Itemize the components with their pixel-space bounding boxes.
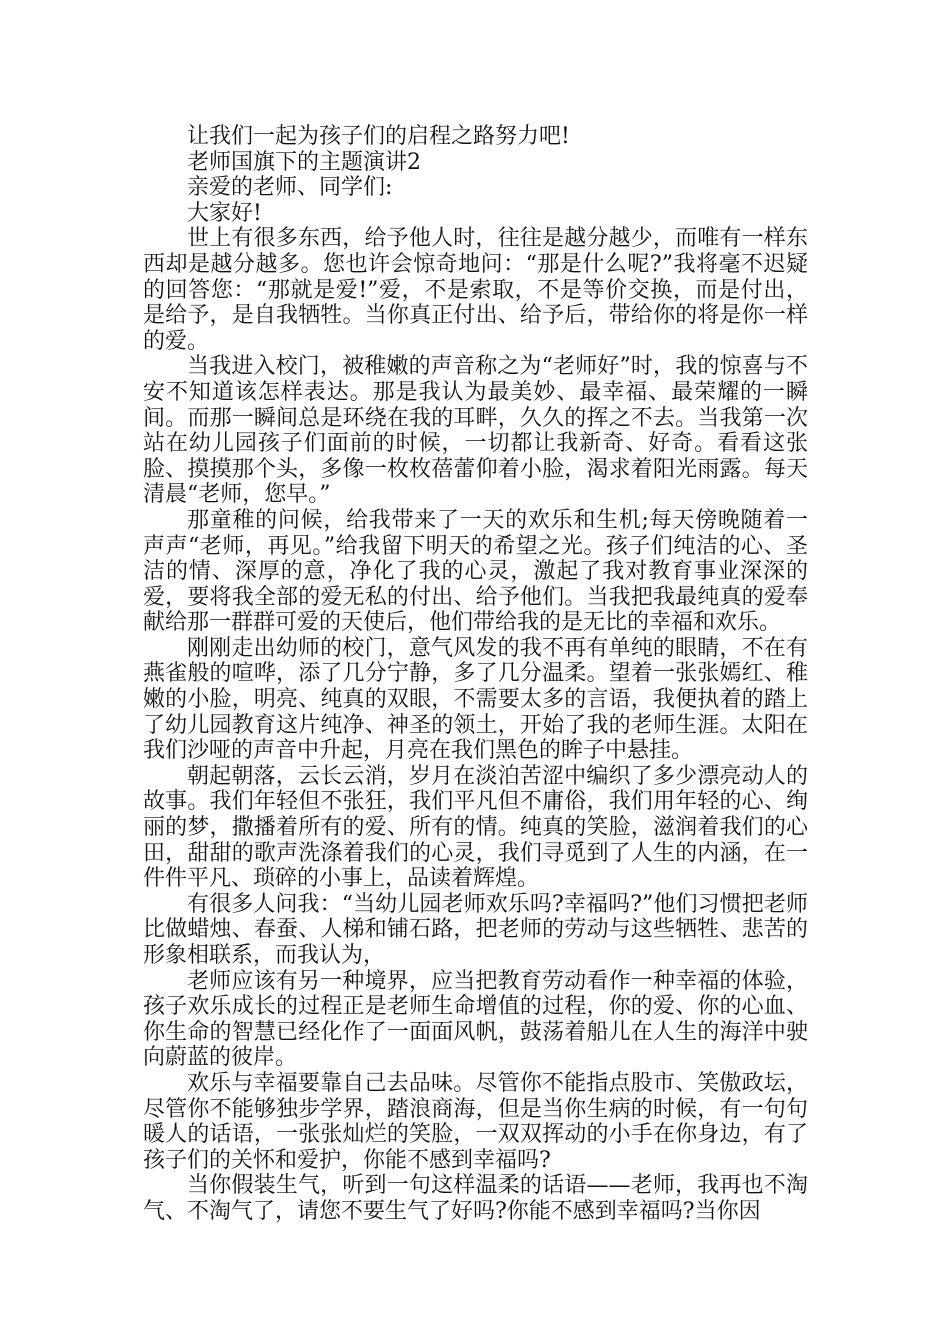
body-paragraph: 朝起朝落，云长云消，岁月在淡泊苦涩中编织了多少漂亮动人的故事。我们年轻但不张狂，我们平凡但不庸俗，我们用年轻的心、绚丽的梦，撒播着所有的爱、所有的情。纯真的笑脸，滋润着我们的心田，甜甜的歌声洗涤着我们的心灵，我们寻觅到了人生的内涵，在一件件平凡、琐碎的小事上，品读着辉煌。 (143, 763, 808, 892)
document-body (143, 124, 808, 1225)
body-paragraph: 欢乐与幸福要靠自己去品味。尽管你不能指点股市、笑傲政坛，尽管你不能够独步学界，踏浪商海，但是当你生病的时候，有一句句暖人的话语，一张张灿烂的笑脸，一双双挥动的小手在你身边，有了孩子们的关怀和爱护，你能不感到幸福吗? (143, 1070, 808, 1173)
body-paragraph: 当你假装生气，听到一句这样温柔的话语——老师，我再也不淘气、不淘气了，请您不要生气了好吗?你能不感到幸福吗?当你因 (143, 1173, 808, 1224)
speech-title: 老师国旗下的主题演讲2 (187, 149, 421, 175)
body-paragraph: 那童稚的问候，给我带来了一天的欢乐和生机;每天傍晚随着一声声“老师，再见。”给我留下明天的希望之光。孩子们纯洁的心、圣洁的情、深厚的意，净化了我的心灵，激起了我对教育事业深深的爱，要将我全部的爱无私的付出、给予他们。当我把我最纯真的爱奉献给那一群群可爱的天使后，他们带给我的是无比的幸福和欢乐。 (143, 507, 808, 636)
greeting: 大家好! (187, 200, 262, 226)
body-paragraph: 世上有很多东西，给予他人时，往往是越分越少，而唯有一样东西却是越分越多。您也许会惊奇地问：“那是什么呢?”我将毫不迟疑的回答您：“那就是爱!”爱，不是索取，不是等价交换，而是付出，是给予，是自我牺牲。当你真正付出、给予后，带给你的将是你一样的爱。 (143, 226, 808, 354)
salutation: 亲爱的老师、同学们: (187, 175, 393, 201)
body-paragraph: 有很多人问我：“当幼儿园老师欢乐吗?幸福吗?”他们习惯把老师比做蜡烛、春蚕、人梯和铺石路，把老师的劳动与这些牺牲、悲苦的形象相联系，而我认为， (143, 891, 808, 968)
body-paragraph: 当我进入校门，被稚嫩的声音称之为“老师好”时，我的惊喜与不安不知道该怎样表达。那是我认为最美妙、最幸福、最荣耀的一瞬间。而那一瞬间总是环绕在我的耳畔，久久的挥之不去。当我第一次站在幼儿园孩子们面前的时候，一切都让我新奇、好奇。看看这张脸、摸摸那个头，多像一枚枚蓓蕾仰着小脸，渴求着阳光雨露。每天清晨“老师，您早。” (143, 354, 808, 508)
closing-line: 让我们一起为孩子们的启程之路努力吧! (187, 124, 570, 149)
body-paragraph: 老师应该有另一种境界，应当把教育劳动看作一种幸福的体验，孩子欢乐成长的过程正是老师生命增值的过程，你的爱、你的心血、你生命的智慧已经化作了一面面风帆，鼓荡着船儿在人生的海洋中驶向蔚蓝的彼岸。 (143, 968, 808, 1071)
body-paragraph: 刚刚走出幼师的校门，意气风发的我不再有单纯的眼睛，不在有燕雀般的喧哗，添了几分宁静，多了几分温柔。望着一张张嫣红、稚嫩的小脸，明亮、纯真的双眼，不需要太多的言语，我便执着的踏上了幼儿园教育这片纯净、神圣的领土，开始了我的老师生涯。太阳在我们沙哑的声音中升起，月亮在我们黑色的眸子中悬挂。 (143, 635, 808, 764)
